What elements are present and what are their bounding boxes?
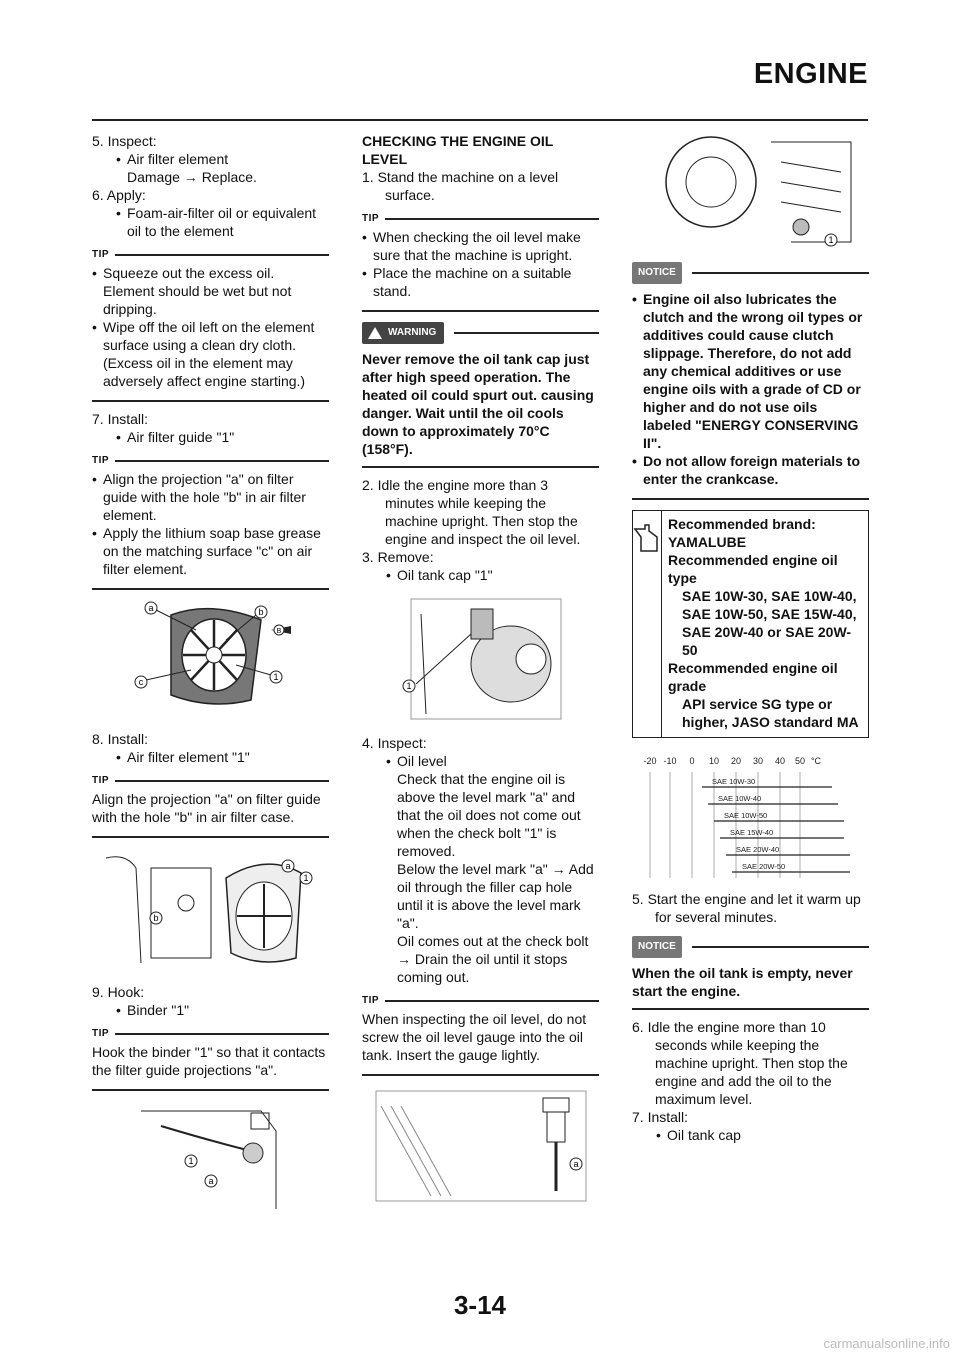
- footer-watermark: carmanualsonline.info: [823, 1336, 950, 1351]
- step-5: 5. Inspect:: [92, 133, 157, 149]
- step-3-bullet: • Oil tank cap "1": [362, 566, 599, 584]
- recommended-oil-box: [632, 510, 869, 738]
- tip-label: TIP: [92, 249, 110, 260]
- tip-box: [92, 1027, 329, 1091]
- step-4-text: Check that the engine oil is above the level mark "a" and that the oil does not come out when the check bolt "1" is removed.: [397, 771, 581, 859]
- tip-label: TIP: [362, 213, 380, 224]
- callout-a: a: [572, 1159, 579, 1169]
- step-1: 1. Stand the machine on a level surface.: [362, 169, 559, 203]
- notice-header: [632, 262, 869, 284]
- notice-badge: NOTICE: [632, 262, 682, 284]
- temp-tick-label: 20: [730, 756, 742, 766]
- callout-b: b: [152, 913, 159, 923]
- column-3: [632, 132, 869, 1144]
- grade-label: SAE 10W-50: [724, 811, 768, 820]
- grade-label: SAE 20W-50: [742, 862, 786, 871]
- grade-label: SAE 15W-40: [730, 828, 774, 837]
- tip-label: TIP: [92, 775, 110, 786]
- rec-brand: YAMALUBE: [668, 534, 747, 550]
- oil-viscosity-chart: [632, 752, 869, 880]
- tip-bullet: • When checking the oil level make sure that the machine is upright.: [362, 228, 599, 264]
- callout-1: 1: [302, 873, 309, 883]
- tip-box: [92, 774, 329, 838]
- warning-badge: WARNING: [362, 322, 444, 344]
- temp-tick-label: °C: [810, 756, 822, 766]
- step-9-bullet: • Binder "1": [92, 1001, 329, 1019]
- step-6-bullet: • Foam-air-filter oil or equivalent oil to the element: [92, 204, 329, 240]
- step-4-text: Below the level mark "a" → Add oil through the filler cap hole until it is above the level mark "a".: [397, 861, 594, 931]
- step-5-detail: Damage → Replace.: [127, 169, 257, 185]
- grade-label: SAE 10W-30: [712, 777, 756, 786]
- temp-tick-label: -20: [643, 756, 657, 766]
- column-2: [362, 132, 599, 1216]
- section-heading: CHECKING THE ENGINE OIL LEVEL: [362, 133, 554, 167]
- tip-text: When inspecting the oil level, do not screw the oil level gauge into the oil tank. Insert the gauge lightly.: [362, 1011, 587, 1063]
- step-2: 2. Idle the engine more than 3 minutes while keeping the machine upright. Then stop the engine and inspect the oil level.: [362, 477, 581, 547]
- step-9: 9. Hook:: [92, 984, 145, 1000]
- header-rule: [92, 119, 868, 121]
- temp-tick-label: -10: [663, 756, 677, 766]
- step-7-bullet: • Oil tank cap: [632, 1126, 869, 1144]
- step-4-bullet: • Oil level: [362, 752, 599, 770]
- warning-text: Never remove the oil tank cap just after high speed operation. The heated oil could spurt out. causing danger. Wait until the oil cools down to approximately 70°C (158°F).: [362, 350, 599, 468]
- step-4: 4. Inspect:: [362, 735, 427, 751]
- tip-bullet: • Wipe off the oil left on the element surface using a clean dry cloth. (Excess oil in the element may adversely affect engine starting.): [92, 318, 329, 390]
- tip-label: TIP: [362, 995, 380, 1006]
- rec-type-label: Recommended engine oil type: [668, 552, 838, 586]
- warning-header: [362, 322, 599, 344]
- tip-label: TIP: [92, 455, 110, 466]
- oil-level-gauge-figure: [371, 1086, 591, 1206]
- notice-badge: NOTICE: [632, 936, 682, 958]
- step-8: 8. Install:: [92, 731, 149, 747]
- tip-box: [92, 248, 329, 402]
- column-1: [92, 132, 329, 1221]
- notice-header: [632, 936, 869, 958]
- notice-bullet: • Do not allow foreign materials to enter the crankcase.: [632, 452, 869, 488]
- notice-body: [632, 290, 869, 500]
- tip-box: [362, 212, 599, 312]
- tip-bullet: • Squeeze out the excess oil. Element should be wet but not dripping.: [92, 264, 329, 318]
- tip-text: Hook the binder "1" so that it contacts the filter guide projections "a".: [92, 1044, 326, 1078]
- page-section-title: ENGINE: [753, 58, 868, 90]
- callout-B: B: [276, 628, 281, 635]
- step-7: 7. Install:: [632, 1109, 689, 1125]
- tip-label: TIP: [92, 1028, 110, 1039]
- recommended-oil-text: [662, 511, 868, 737]
- callout-1: 1: [187, 1156, 194, 1166]
- air-filter-element-figure: [96, 848, 326, 973]
- tip-box: [362, 994, 599, 1076]
- tip-box: [92, 454, 329, 590]
- step-5: 5. Start the engine and let it warm up for several minutes.: [632, 891, 861, 925]
- notice-bullet: • Engine oil also lubricates the clutch and the wrong oil types or additives could cause clutch slippage. Therefore, do not add any chemical additives or use engine oils with a grade of CD or higher and do not use oils labeled "ENERGY CONSERVING II".: [632, 290, 869, 452]
- tip-text: Align the projection "a" on filter guide with the hole "b" in air filter case.: [92, 791, 321, 825]
- temp-tick-label: 0: [689, 756, 695, 766]
- warning-icon: [368, 327, 382, 339]
- step-5-bullet: • Air filter element: [92, 150, 329, 168]
- step-3: 3. Remove:: [362, 549, 434, 565]
- tip-bullet: • Align the projection "a" on filter guide with the hole "b" in air filter element.: [92, 470, 329, 524]
- air-filter-guide-figure: [111, 600, 311, 720]
- rec-grade: API service SG type or higher, JASO standard MA: [682, 696, 859, 730]
- step-6: 6. Apply:: [92, 187, 146, 203]
- step-6: 6. Idle the engine more than 10 seconds while keeping the machine upright. Then stop the engine and add the oil to the maximum level.: [632, 1019, 848, 1107]
- step-8-bullet: • Air filter element "1": [92, 748, 329, 766]
- callout-a: a: [207, 1176, 214, 1186]
- callout-a: a: [147, 603, 154, 613]
- temp-tick-label: 50: [794, 756, 806, 766]
- callout-b: b: [257, 607, 264, 617]
- oil-can-icon: [633, 511, 662, 737]
- tip-bullet: • Apply the lithium soap base grease on the matching surface "c" on air filter element.: [92, 524, 329, 578]
- temp-tick-label: 30: [752, 756, 764, 766]
- step-7: 7. Install:: [92, 411, 149, 427]
- callout-1: 1: [272, 672, 279, 682]
- step-7-bullet: • Air filter guide "1": [92, 428, 329, 446]
- rec-type: SAE 10W-30, SAE 10W-40, SAE 10W-50, SAE 15W-40, SAE 20W-40 or SAE 20W-50: [682, 588, 857, 658]
- grade-label: SAE 10W-40: [718, 794, 762, 803]
- grade-label: SAE 20W-40: [736, 845, 780, 854]
- oil-tank-cap-figure: [391, 594, 571, 724]
- temp-tick-label: 40: [774, 756, 786, 766]
- binder-hook-figure: [131, 1101, 291, 1211]
- notice-text: When the oil tank is empty, never start the engine.: [632, 964, 869, 1010]
- callout-1: 1: [827, 235, 834, 245]
- page-number: 3-14: [453, 1290, 507, 1320]
- tip-bullet: • Place the machine on a suitable stand.: [362, 264, 599, 300]
- temp-tick-label: 10: [708, 756, 720, 766]
- callout-c: c: [138, 677, 143, 687]
- rec-grade-label: Recommended engine oil grade: [668, 660, 838, 694]
- step-4-text: Oil comes out at the check bolt → Drain the oil until it stops coming out.: [397, 933, 589, 985]
- rec-brand-label: Recommended brand:: [668, 516, 816, 532]
- callout-1: 1: [405, 681, 412, 691]
- callout-a: a: [284, 861, 291, 871]
- oil-check-bolt-figure: [641, 132, 861, 252]
